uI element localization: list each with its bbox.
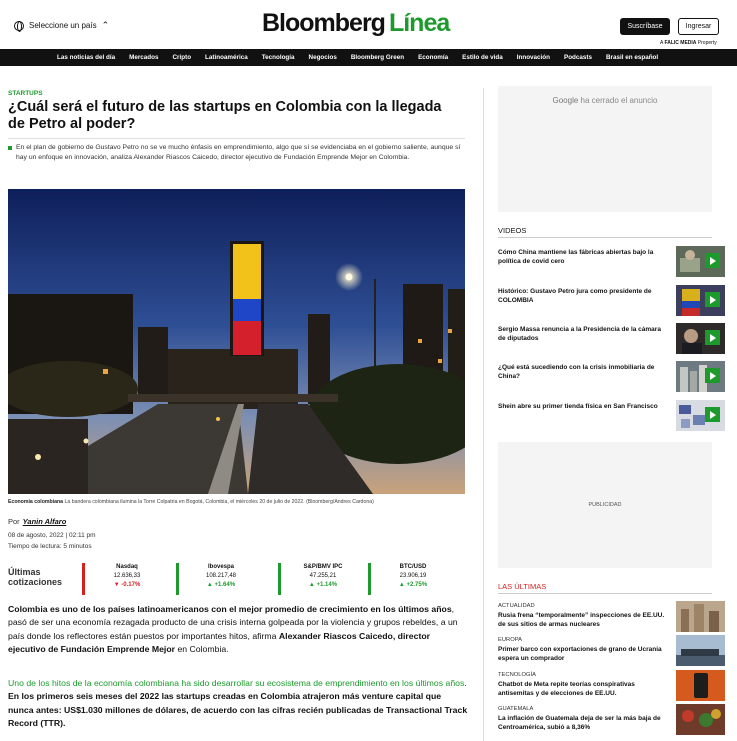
read-time: Tiempo de lectura: 5 minutos [8, 543, 92, 550]
chevron-up-icon: ⌃ [101, 20, 110, 30]
news-thumb-image [676, 704, 725, 735]
para2-link[interactable]: Uno de los hitos de la economía colombiana ha sido desarrollar su ecosistema de emprendimiento en los últimos años [8, 678, 465, 688]
nav-item-innovacion[interactable]: Innovación [516, 54, 550, 61]
para1-text-2: en Colombia. [175, 644, 229, 655]
para1-bold-1: Colombia es uno de los países latinoamericanos con el mejor promedio de crecimiento en los últimos años [8, 604, 452, 614]
logo-linea: Línea [388, 9, 450, 37]
article-lead: En el plan de gobierno de Gustavo Petro no se ve mucho énfasis en emprendimiento, algo que sí se evidenciaba en el gobierno saliente, aunque sí hay un enfoque en innovación, analiza Alexander Riascos Caicedo, director ejecutivo de Fundación Emprende Mejor en Colombia. [8, 143, 465, 162]
nav-item-cripto[interactable]: Cripto [172, 54, 192, 61]
sidebar-divider [483, 88, 484, 741]
ad-label: PUBLICIDAD [588, 502, 622, 508]
country-selector[interactable] [14, 20, 109, 31]
para2-text: . [464, 678, 467, 688]
quote-change-value: +2.75% [406, 582, 428, 588]
video-thumbnail[interactable] [676, 400, 725, 431]
divider [8, 138, 465, 139]
image-caption [8, 499, 465, 505]
quote-item[interactable] [82, 563, 172, 595]
logo-bloomberg: Bloomberg [262, 9, 385, 37]
news-category[interactable]: EUROPA [498, 637, 523, 643]
news-thumbnail[interactable] [676, 704, 725, 735]
ad-closed-text: ha cerrado el anuncio [580, 96, 658, 105]
play-icon [705, 292, 720, 307]
news-thumb-image [676, 670, 725, 701]
quote-name: BTC/USD [399, 564, 427, 570]
quote-change: ▲ +1.14% [308, 582, 338, 588]
nav-item-tecnologia[interactable]: Tecnología [261, 54, 295, 61]
news-item[interactable] [498, 603, 712, 639]
country-selector-label: Seleccione un país [29, 21, 97, 30]
nav-item-brasil[interactable]: Brasil en español [606, 54, 659, 61]
quote-value: 12.636,33 [113, 573, 141, 579]
video-title[interactable]: Sergio Massa renuncia a la Presidencia de la cámara de diputados [498, 326, 661, 342]
video-title[interactable]: Histórico: Gustavo Petro jura como presidente de COLOMBIA [498, 288, 652, 304]
ad-slot-top[interactable] [498, 86, 712, 212]
quote-value: 23.906,19 [399, 573, 427, 579]
page-title: ¿Cuál será el futuro de las startups en Colombia con la llegada de Petro al poder? [8, 99, 442, 132]
section-tag[interactable]: STARTUPS [8, 90, 43, 97]
video-item[interactable] [498, 361, 712, 393]
hero-photo-illustration [8, 189, 465, 494]
news-thumbnail[interactable] [676, 635, 725, 666]
body-paragraph-2 [8, 677, 468, 731]
quote-change: ▼ -0.17% [113, 582, 141, 588]
video-thumbnail[interactable] [676, 285, 725, 316]
market-quotes [8, 563, 465, 595]
news-category[interactable]: ACTUALIDAD [498, 603, 535, 609]
news-title[interactable]: Rusia frena “temporalmente” inspecciones de EE.UU. de sus sitios de armas nucleares [498, 612, 665, 628]
para1-text-1: , pasó de ser una economía rezagada producto de una crisis interna golpeada por la violencia y grupos rebeldes, a un país donde los reflectores están puestos por importantes hitos, afirma [8, 604, 458, 641]
video-thumbnail[interactable] [676, 246, 725, 277]
falic-media-credit [660, 40, 717, 46]
play-icon [705, 253, 720, 268]
quote-value: 108.217,48 [205, 573, 237, 579]
nav-item-latinoamerica[interactable]: Latinoamérica [205, 54, 248, 61]
para1-bold-2: Alexander Riascos Caicedo, director ejecutivo de Fundación Emprende Mejor [8, 630, 431, 655]
quote-name: S&P/BMV IPC [303, 564, 343, 570]
author-link[interactable]: Yanin Alfaro [22, 517, 67, 526]
nav-item-noticias[interactable]: Las noticias del día [57, 54, 116, 61]
play-icon [705, 330, 720, 345]
news-title[interactable]: Primer barco con exportaciones de grano de Ucrania espera un comprador [498, 646, 662, 662]
quote-name: Ibovespa [207, 564, 234, 570]
falic-brand: FALIC MEDIA [664, 40, 697, 46]
byline-prefix: Por [8, 517, 20, 526]
google-label: Google [552, 96, 579, 105]
quote-name: Nasdaq [116, 564, 138, 570]
news-category[interactable]: TECNOLOGÍA [498, 672, 537, 678]
ad-slot-middle[interactable] [498, 442, 712, 568]
nav-item-podcasts[interactable]: Podcasts [564, 54, 592, 61]
nav-item-economia[interactable]: Economía [418, 54, 449, 61]
news-title[interactable]: Chatbot de Meta repite teorías conspirativas antisemitas y de elecciones de EE.UU. [498, 681, 635, 697]
news-category[interactable]: GUATEMALA [498, 706, 534, 712]
quote-item[interactable] [368, 563, 458, 595]
news-item[interactable] [498, 706, 712, 741]
quotes-title-line1: Últimas [8, 567, 41, 577]
nav-item-estilo[interactable]: Estilo de vida [462, 54, 503, 61]
quote-change-value: +1.64% [214, 582, 236, 588]
publish-date: 08 de agosto, 2022 | 02:11 pm [8, 532, 96, 539]
video-title[interactable]: Shein abre su primer tienda física en San Francisco [498, 403, 658, 410]
quotes-title [8, 567, 62, 587]
news-thumbnail[interactable] [676, 670, 725, 701]
quote-item[interactable] [278, 563, 368, 595]
latest-heading: LAS ÚLTIMAS [498, 582, 547, 591]
caption-text: La bandera colombiana ilumina la Torre Colpatria en Bogotá, Colombia, el miércoles 20 de julio de 2022. (Bloomberg/Andres Cardona) [64, 499, 374, 505]
news-thumbnail[interactable] [676, 601, 725, 632]
play-icon [705, 407, 720, 422]
play-icon [705, 368, 720, 383]
globe-icon [14, 21, 24, 31]
video-thumbnail[interactable] [676, 361, 725, 392]
nav-item-negocios[interactable]: Negocios [308, 54, 337, 61]
video-item[interactable] [498, 400, 712, 432]
para2-bold: En los primeros seis meses del 2022 las startups creadas en Colombia atrajeron más venture capital que nunca antes: US$1.030 millones de dólares, de acuerdo con las cifras recién publicadas de Transactional Track Record (TTR). [8, 691, 468, 729]
quote-change: ▲ +2.75% [398, 582, 428, 588]
top-header [0, 0, 737, 48]
news-thumb-image [676, 635, 725, 666]
quote-value: 47.255,21 [309, 573, 337, 579]
body-paragraph-1 [8, 603, 468, 657]
caption-title: Economía colombiana [8, 499, 64, 505]
login-button[interactable]: Ingresar [678, 18, 719, 35]
nav-item-mercados[interactable]: Mercados [129, 54, 159, 61]
video-thumbnail[interactable] [676, 323, 725, 354]
news-item[interactable] [498, 672, 712, 708]
ad-closed-notice [498, 96, 712, 105]
video-title[interactable]: Cómo China mantiene las fábricas abiertas bajo la política de covid cero [498, 249, 654, 265]
video-title[interactable]: ¿Qué está sucediendo con la crisis inmobiliaria de China? [498, 364, 655, 380]
falic-prefix: A [660, 40, 664, 46]
main-nav [0, 49, 737, 66]
quote-change-value: +1.14% [316, 582, 338, 588]
quote-change: ▲ +1.64% [206, 582, 236, 588]
nav-item-green[interactable]: Bloomberg Green [350, 54, 405, 61]
quote-item[interactable] [176, 563, 266, 595]
logo[interactable] [262, 9, 449, 38]
video-item[interactable] [498, 323, 712, 355]
falic-suffix: Property [697, 40, 717, 46]
video-item[interactable] [498, 246, 712, 278]
quotes-title-line2: cotizaciones [8, 577, 63, 587]
news-title[interactable]: La inflación de Guatemala deja de ser la más baja de Centroamérica, subió a 8,36% [498, 715, 661, 731]
subscribe-button[interactable]: Suscríbase [620, 18, 670, 35]
videos-heading: VIDEOS [498, 226, 527, 235]
byline [8, 517, 66, 526]
news-thumb-image [676, 601, 725, 632]
hero-image[interactable] [8, 189, 465, 494]
quote-change-value: -0.17% [121, 582, 141, 588]
news-item[interactable] [498, 637, 712, 673]
video-item[interactable] [498, 285, 712, 317]
